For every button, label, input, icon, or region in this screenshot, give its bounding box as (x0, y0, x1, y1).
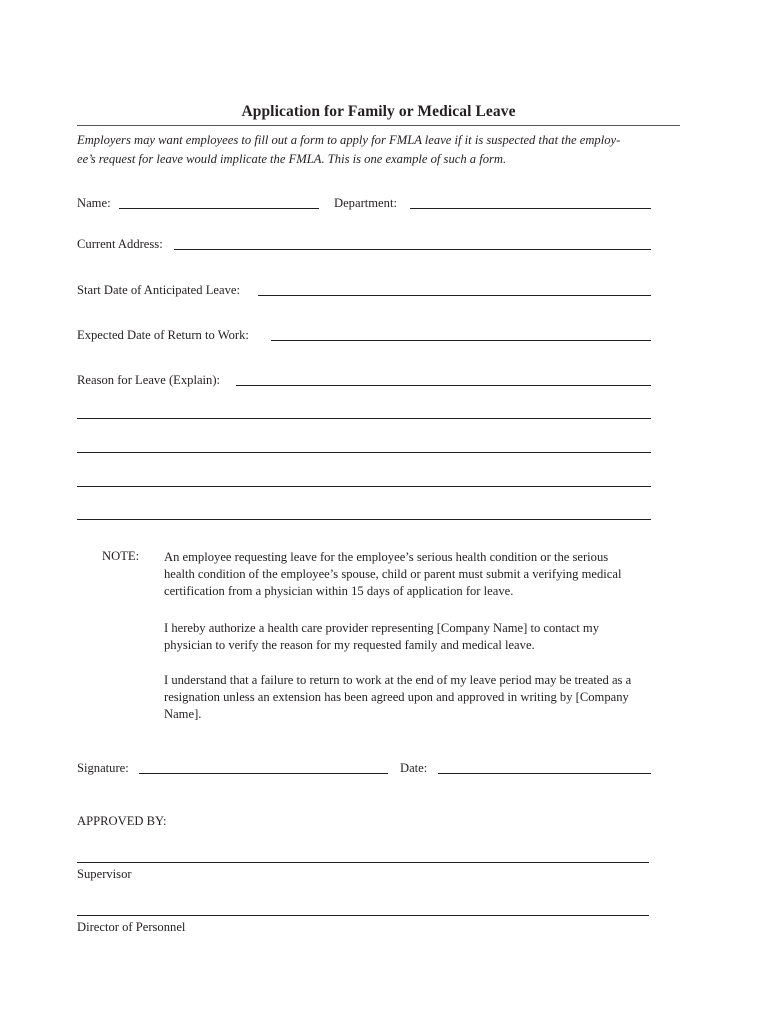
reason-line-3[interactable] (77, 452, 651, 453)
supervisor-label: Supervisor (77, 867, 132, 881)
director-signature-line[interactable] (77, 915, 649, 916)
intro-line-1: Employers may want employees to fill out a form to apply for FMLA leave if it is suspected that the employ- (77, 133, 621, 147)
title-divider (77, 125, 680, 126)
name-label: Name: (77, 196, 111, 210)
department-label: Department: (334, 196, 397, 210)
name-field[interactable] (119, 208, 319, 209)
form-title: Application for Family or Medical Leave (241, 103, 516, 120)
note-p3-line-3: Name]. (164, 707, 202, 721)
current-address-label: Current Address: (77, 237, 163, 251)
note-paragraph-1 (164, 549, 684, 600)
date-field[interactable] (438, 773, 651, 774)
reason-line-4[interactable] (77, 486, 651, 487)
return-date-field[interactable] (271, 340, 651, 341)
note-p1-line-3: certification from a physician within 15 days of application for leave. (164, 584, 514, 598)
note-p3-line-1: I understand that a failure to return to work at the end of my leave period may be treated as a (164, 673, 632, 687)
note-paragraph-2 (164, 620, 684, 654)
start-date-label: Start Date of Anticipated Leave: (77, 283, 240, 297)
reason-line-5[interactable] (77, 519, 651, 520)
note-p2-line-2: physician to verify the reason for my requested family and medical leave. (164, 638, 535, 652)
signature-label: Signature: (77, 761, 129, 775)
reason-field[interactable] (236, 385, 651, 386)
intro-line-2: ee’s request for leave would implicate the FMLA. This is one example of such a form. (77, 152, 507, 166)
start-date-field[interactable] (258, 295, 651, 296)
supervisor-signature-line[interactable] (77, 862, 649, 863)
director-label: Director of Personnel (77, 920, 186, 934)
return-date-label: Expected Date of Return to Work: (77, 328, 249, 342)
intro-text (77, 131, 677, 169)
note-label: NOTE: (102, 549, 140, 563)
date-label: Date: (400, 761, 428, 775)
note-paragraph-3 (164, 672, 684, 723)
current-address-field[interactable] (174, 249, 651, 250)
reason-line-2[interactable] (77, 418, 651, 419)
note-p1-line-1: An employee requesting leave for the employee’s serious health condition or the serious (164, 550, 609, 564)
department-field[interactable] (410, 208, 651, 209)
approved-by-heading: APPROVED BY: (77, 814, 167, 828)
note-p2-line-1: I hereby authorize a health care provider representing [Company Name] to contact my (164, 621, 600, 635)
signature-field[interactable] (139, 773, 388, 774)
note-p1-line-2: health condition of the employee’s spouse, child or parent must submit a verifying medical (164, 567, 622, 581)
note-p3-line-2: resignation unless an extension has been agreed upon and approved in writing by [Company (164, 690, 629, 704)
reason-label: Reason for Leave (Explain): (77, 373, 221, 387)
